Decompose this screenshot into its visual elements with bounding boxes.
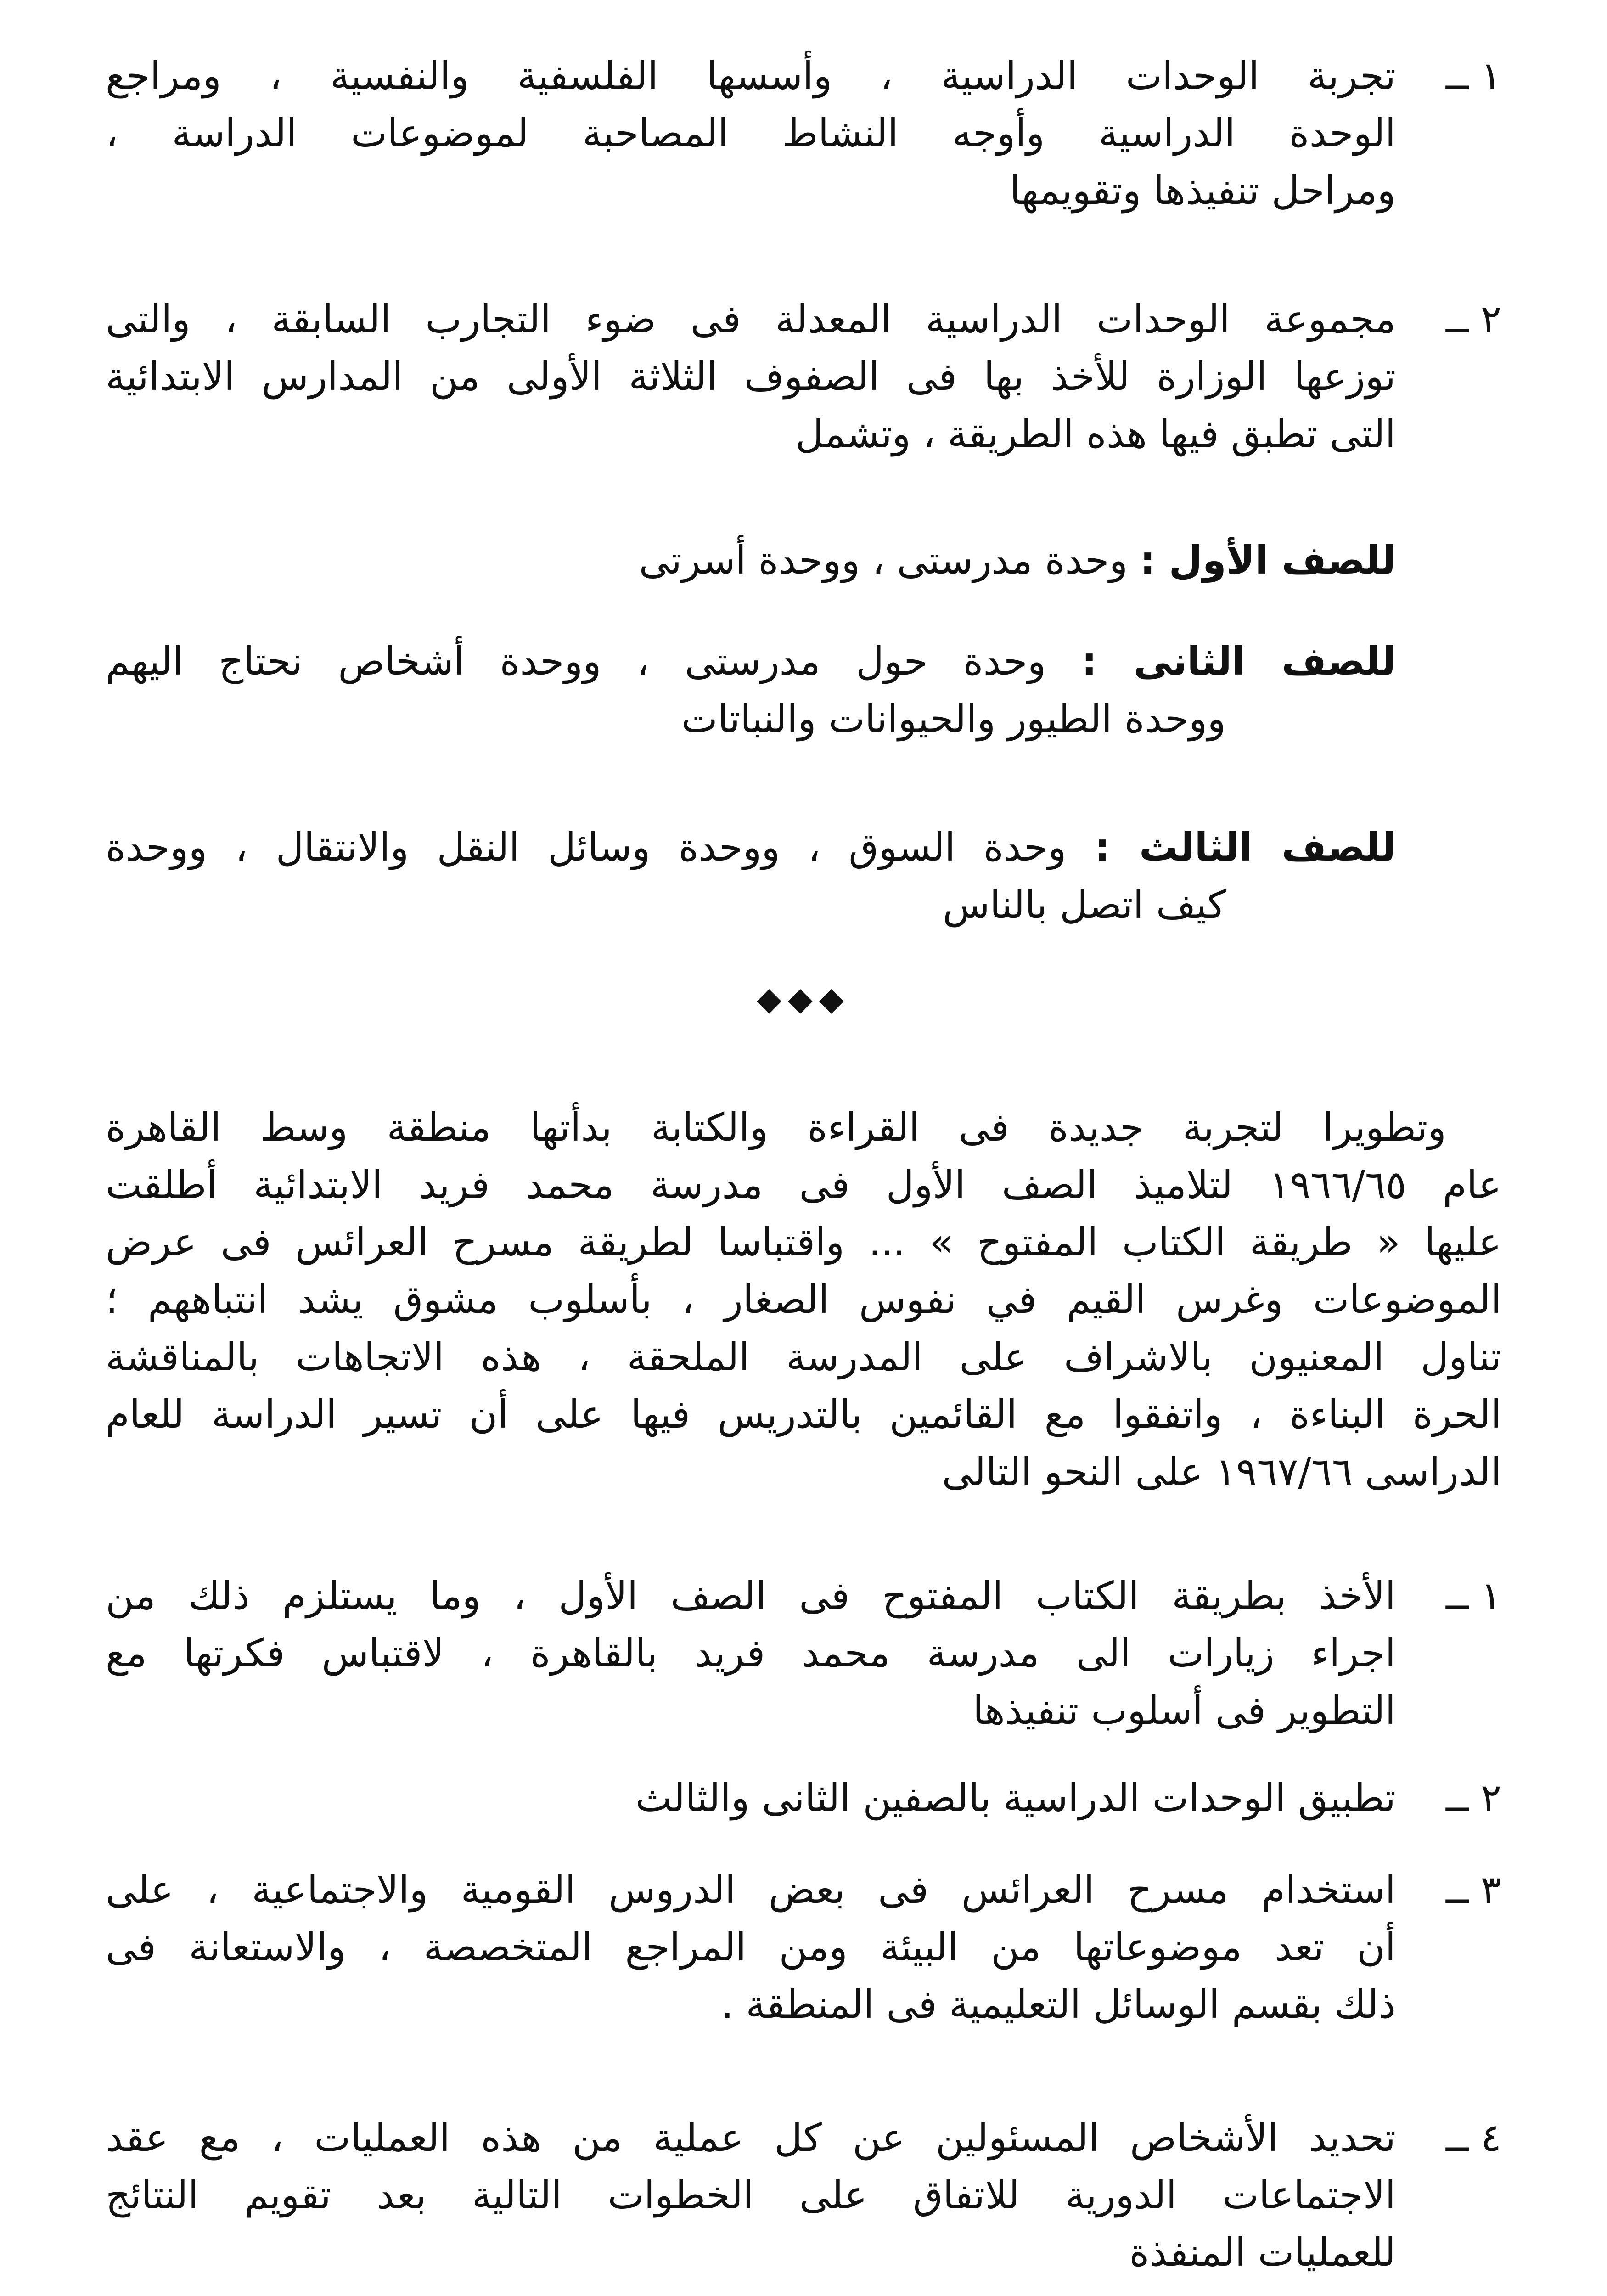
list-line: أن تعد موضوعاتها من البيئة ومن المراجع المتخصصة ، والاستعانة فى [106,1925,1396,1970]
paragraph-line: الحرة البناءة ، واتفقوا مع القائمين بالتدريس فيها على أن تسير الدراسة للعام [106,1392,1501,1437]
document-page [106,48,1501,2296]
list-line: اجراء زيارات الى مدرسة محمد فريد بالقاهرة ، لاقتباس فكرتها مع [106,1631,1396,1676]
grade-text: وحدة السوق ، ووحدة وسائل النقل والانتقال ، ووحدة [106,825,1067,870]
list-line: ومراحل تنفيذها وتقويمها [1010,168,1396,213]
grade-text: كيف اتصل بالناس [943,882,1226,927]
list-line: الأخذ بطريقة الكتاب المفتوح فى الصف الأول ، وما يستلزم ذلك من [106,1573,1396,1618]
list-number: ١ ــ [1445,1573,1501,1618]
list-line: توزعها الوزارة للأخذ بها فى الصفوف الثلاثة الأولى من المدارس الابتدائية [106,354,1396,399]
paragraph-line: الموضوعات وغرس القيم في نفوس الصغار ، بأسلوب مشوق يشد انتباههم ؛ [106,1277,1501,1322]
list-number: ٢ ــ [1445,1775,1501,1820]
list-line: الاجتماعات الدورية للاتفاق على الخطوات التالية بعد تقويم النتائج [106,2172,1396,2217]
list-number: ٤ ــ [1445,2115,1501,2160]
grade-text: وحدة مدرستى ، ووحدة أسرتى [639,538,1128,583]
list-line: للعمليات المنفذة [1129,2230,1396,2275]
paragraph-line: وتطويرا لتجربة جديدة فى القراءة والكتابة بدأتها منطقة وسط القاهرة [106,1105,1446,1150]
paragraph-line: الدراسى ١٩٦٧/٦٦ على النحو التالى [942,1449,1501,1494]
grade-text: ووحدة الطيور والحيوانات والنباتات [681,696,1226,741]
grade-label: للصف الأول : [1140,538,1396,583]
list-line: استخدام مسرح العرائس فى بعض الدروس القومية والاجتماعية ، على [106,1867,1396,1912]
list-line: تحديد الأشخاص المسئولين عن كل عملية من هذه العمليات ، مع عقد [106,2115,1396,2160]
paragraph-line: عليها « طريقة الكتاب المفتوح » ... واقتباسا لطريقة مسرح العرائس فى عرض [106,1220,1501,1265]
list-line: ذلك بقسم الوسائل التعليمية فى المنطقة . [721,1982,1396,2027]
list-line: الوحدة الدراسية وأوجه النشاط المصاحبة لموضوعات الدراسة ، [106,111,1396,156]
list-number: ١ ــ [1445,53,1501,98]
list-line: تجربة الوحدات الدراسية ، وأسسها الفلسفية والنفسية ، ومراجع [106,53,1396,98]
grade-text: وحدة حول مدرستى ، ووحدة أشخاص نحتاج اليهم [106,639,1046,684]
list-number: ٢ ــ [1445,297,1501,342]
grade-label: للصف الثالث : [1094,825,1396,870]
list-line: مجموعة الوحدات الدراسية المعدلة فى ضوء التجارب السابقة ، والتى [106,297,1396,342]
paragraph-line: تناول المعنيون بالاشراف على المدرسة الملحقة ، هذه الاتجاهات بالمناقشة [106,1334,1501,1379]
grade-label: للصف الثانى : [1081,639,1396,684]
section-separator: ◆◆◆ [757,980,850,1018]
list-number: ٣ ــ [1445,1867,1501,1912]
paragraph-line: عام ١٩٦٦/٦٥ لتلاميذ الصف الأول فى مدرسة محمد فريد الابتدائية أطلقت [106,1162,1501,1207]
list-line: التى تطبق فيها هذه الطريقة ، وتشمل [795,411,1396,456]
list-line: تطبيق الوحدات الدراسية بالصفين الثانى والثالث [635,1775,1396,1820]
list-line: التطوير فى أسلوب تنفيذها [972,1688,1396,1733]
